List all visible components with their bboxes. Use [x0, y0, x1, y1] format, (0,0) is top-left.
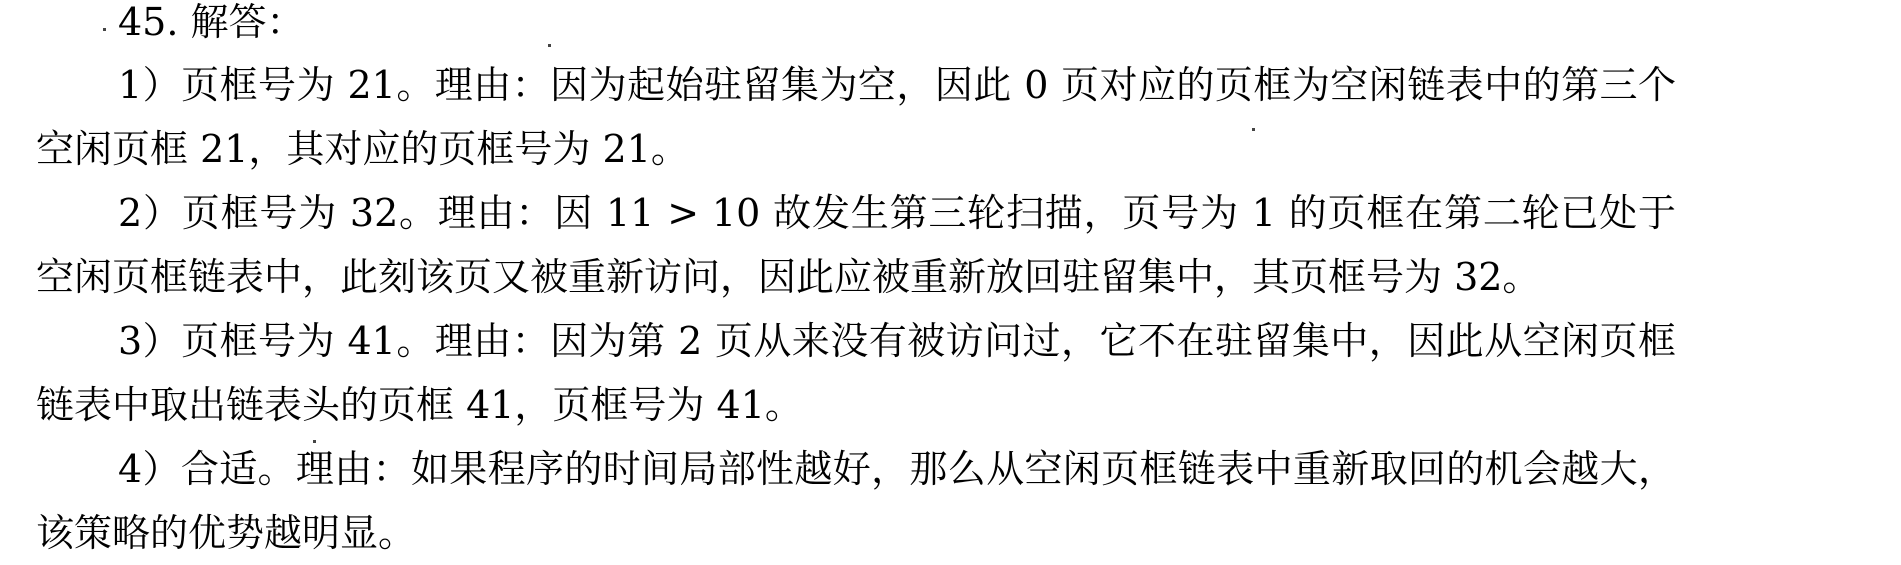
scan-speck [1252, 128, 1255, 131]
answer-paragraph-2: 2）页框号为 32。理由：因 11 > 10 故发生第三轮扫描，页号为 1 的页框在第二轮已处于空闲页框链表中，此刻该页又被重新访问，因此应被重新放回驻留集中，其页框号为 32。 [36, 191, 1676, 299]
answer-paragraph-1: 1）页框号为 21。理由：因为起始驻留集为空，因此 0 页对应的页框为空闲链表中的第三个空闲页框 21，其对应的页框号为 21。 [36, 63, 1676, 171]
answer-paragraph-4: 4）合适。理由：如果程序的时间局部性越好，那么从空闲页框链表中重新取回的机会越大，该策略的优势越明显。 [36, 447, 1676, 555]
answer-paragraph-3: 3）页框号为 41。理由：因为第 2 页从来没有被访问过，它不在驻留集中，因此从空闲页框链表中取出链表头的页框 41，页框号为 41。 [36, 319, 1676, 427]
answer-heading: 45. 解答： [118, 0, 305, 44]
scan-speck [313, 440, 316, 443]
scan-speck [548, 44, 551, 47]
scan-speck [103, 28, 106, 31]
